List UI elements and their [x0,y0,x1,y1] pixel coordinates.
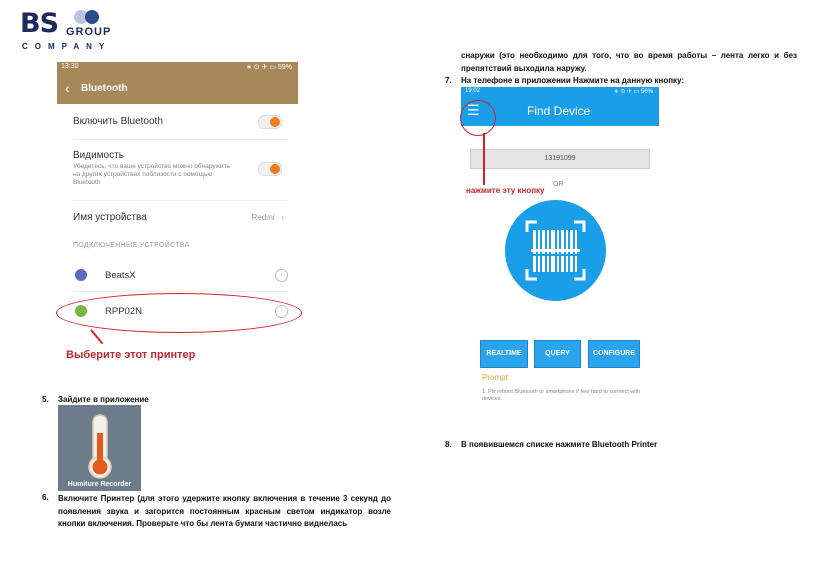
prompt-title: Prompt: [482,373,511,382]
step-number: 8. [445,440,452,449]
enable-bluetooth-label: Включить Bluetooth [73,116,163,127]
device-name-label[interactable]: Имя устройства [73,212,147,223]
query-button[interactable]: QUERY [534,340,581,368]
visibility-label: Видимость [73,150,124,161]
status-time: 13:30 [61,63,79,70]
step-7-text: На телефоне в приложении Нажмите на данную кнопку: [461,76,685,85]
logo-group: GROUP [66,26,112,38]
step-5-text: Зайдите в приложение [58,395,149,404]
chevron-right-icon: › [276,213,284,222]
visibility-toggle[interactable] [258,162,282,176]
step-8-text: В появившемся списке нажмите Bluetooth Printer [461,440,658,449]
status-bar [461,87,659,96]
device-id-input[interactable]: 13191099 [470,149,650,169]
highlight-oval [56,293,302,333]
info-icon[interactable]: › [275,269,288,282]
logo-company: COMPANY [22,42,112,51]
humiture-recorder-app-icon [58,405,141,491]
bluetooth-toggle[interactable] [258,115,282,129]
logo-bs: BS [20,8,59,39]
app-label: Humiture Recorder [67,481,132,488]
barcode-icon [505,200,606,301]
device-rpp02n[interactable]: RPP02N [105,306,142,317]
realtime-button[interactable]: REALTIME [480,340,528,368]
annotation-press-button: нажмите эту кнопку [466,186,545,195]
step-6-continued: снаружи (это необходимо для того, что во время работы – лента легко и без препятствий выходила наружу. [461,51,797,73]
logo-circle-dark [85,10,99,24]
divider [73,200,288,201]
device-name-text: Redmi [251,213,275,222]
divider [73,291,288,292]
thermometer-icon [58,405,141,491]
info-icon[interactable]: › [275,305,288,318]
headphones-icon [75,269,87,281]
status-icons: ∗ ⊙ ✈ ▭ 56% [613,89,653,95]
settings-header [57,74,298,104]
configure-button[interactable]: CONFIGURE [588,340,640,368]
annotation-pointer [483,133,485,185]
device-name-value [252,213,284,222]
step-6-text: Включите Принтер (для этого удержите кнопку включения в течение 3 секунд до появления звука и загорится постоянным красным светом индикатор возле кнопки включения. Проверьте что бы лента бумаги частично виднелась [58,494,391,528]
device-beatsx[interactable]: BeatsX [105,270,136,281]
status-icons: ∗ ⊙ ✈ ▭ 59% [246,64,292,71]
status-bar [57,62,298,74]
status-time: 19:02 [465,88,481,94]
step-number: 6. [42,493,49,502]
step-number: 5. [42,395,49,404]
barcode-scan-button[interactable] [505,200,606,301]
connected-devices-heading: ПОДКЛЮЧЕННЫЕ УСТРОЙСТВА [73,242,190,249]
divider [73,139,288,140]
bluetooth-settings-screenshot [57,62,298,385]
back-arrow-icon[interactable]: ‹ [65,80,70,96]
prompt-text: 1. Pls reboot Bluetooth or smartphone if feel hard to connect with devices. [482,389,641,402]
find-device-screenshot [461,87,659,409]
app-title: Find Device [527,104,591,118]
step-number: 7. [445,76,452,85]
menu-icon[interactable]: ☰ [467,102,480,118]
visibility-description: Убедитесь, что ваше устройство можно обнаружить на других устройствах поблизости с помощью Bluetooth [73,163,231,186]
or-text: OR [553,181,564,188]
settings-title: Bluetooth [81,83,128,94]
annotation-select-printer: Выберите этот принтер [66,349,196,361]
highlight-circle [460,100,496,136]
